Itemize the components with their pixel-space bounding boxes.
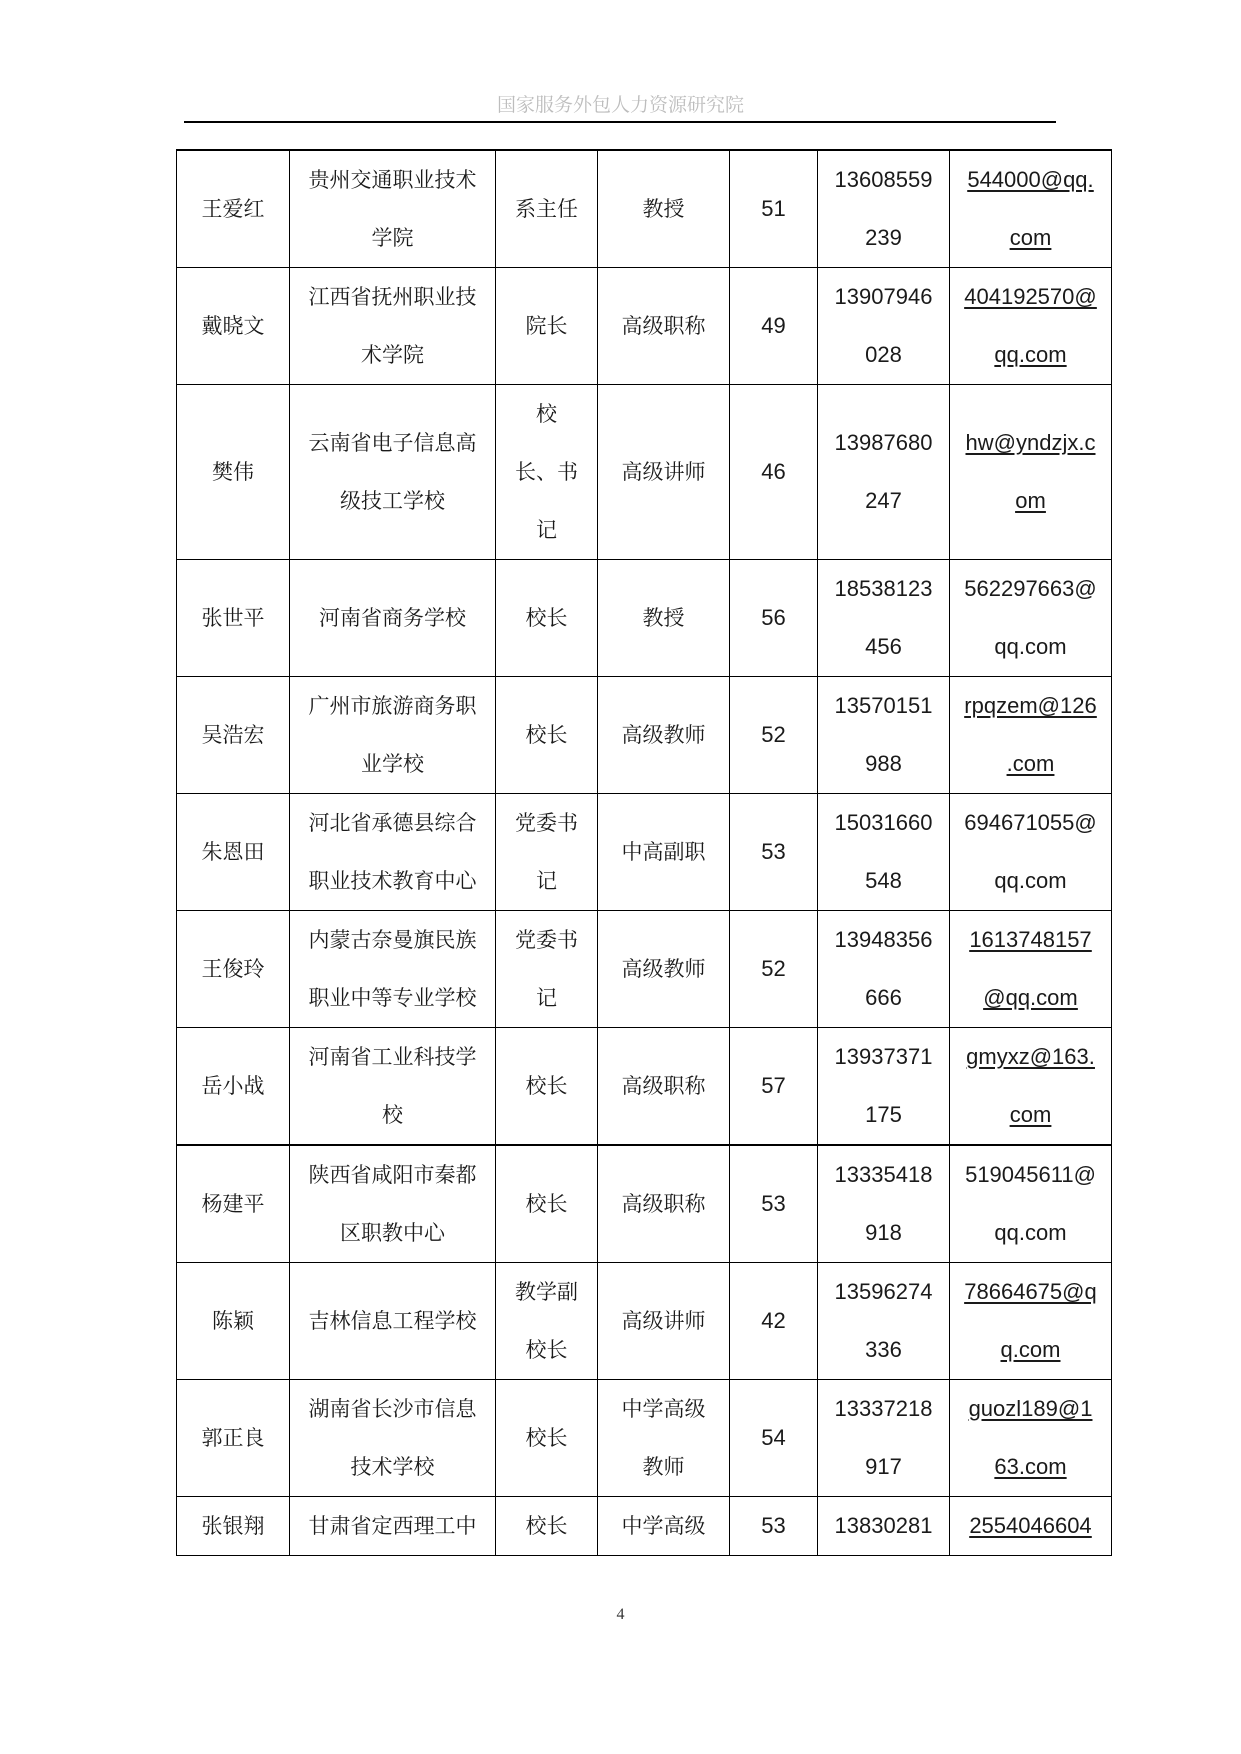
organization-text: 吉林信息工程学校 xyxy=(308,1309,477,1333)
phone-cell xyxy=(818,1028,950,1146)
phone-number-text: 988 xyxy=(865,751,902,776)
phone-number-text: 239 xyxy=(865,225,902,250)
position-text: 校长 xyxy=(525,1426,568,1450)
table-row xyxy=(177,385,1112,560)
organization-text: 内蒙古奈曼旗民族 xyxy=(308,928,477,952)
professional-title-text: 中学高级 xyxy=(621,1397,706,1421)
position-cell xyxy=(496,911,598,1028)
table-row xyxy=(177,794,1112,911)
phone-number-text: 13608559 xyxy=(834,167,933,192)
position-cell xyxy=(496,1145,598,1263)
phone-cell xyxy=(818,1380,950,1497)
email-link[interactable]: 544000@qq. xyxy=(967,167,1094,192)
phone-number-text: 13937371 xyxy=(834,1044,933,1069)
professional-title-cell xyxy=(598,1497,730,1556)
table-row xyxy=(177,1028,1112,1146)
header-rule-divider xyxy=(184,121,1056,123)
email-text: 519045611@ xyxy=(965,1162,1096,1187)
email-cell xyxy=(950,1028,1112,1146)
age-cell xyxy=(730,911,818,1028)
position-text: 校长 xyxy=(525,1192,568,1216)
email-link[interactable]: .com xyxy=(1006,751,1055,776)
age-cell xyxy=(730,1028,818,1146)
organization-text: 陕西省咸阳市秦都 xyxy=(308,1163,477,1187)
organization-text: 广州市旅游商务职 xyxy=(308,694,477,718)
age-value: 54 xyxy=(761,1425,786,1450)
position-cell xyxy=(496,560,598,677)
position-text: 记 xyxy=(536,518,557,542)
age-cell xyxy=(730,385,818,560)
age-value: 53 xyxy=(761,839,786,864)
organization-text: 贵州交通职业技术 xyxy=(308,168,477,192)
email-link[interactable]: com xyxy=(1009,225,1052,250)
age-cell xyxy=(730,560,818,677)
position-cell xyxy=(496,1497,598,1556)
phone-cell xyxy=(818,560,950,677)
table-row xyxy=(177,1145,1112,1263)
position-text: 系主任 xyxy=(515,197,578,221)
age-value: 49 xyxy=(761,313,786,338)
organization-text: 河北省承德县综合 xyxy=(308,811,477,835)
age-value: 56 xyxy=(761,605,786,630)
professional-title-cell xyxy=(598,794,730,911)
organization-text: 业学校 xyxy=(361,752,424,776)
phone-number-text: 13335418 xyxy=(834,1162,933,1187)
position-text: 校长 xyxy=(525,606,568,630)
email-text: qq.com xyxy=(994,634,1067,659)
email-link[interactable]: 78664675@q xyxy=(964,1279,1097,1304)
position-text: 党委书 xyxy=(515,928,578,952)
person-name: 陈颖 xyxy=(212,1309,254,1333)
organization-text: 技术学校 xyxy=(350,1455,435,1479)
professional-title-cell xyxy=(598,268,730,385)
age-cell xyxy=(730,1497,818,1556)
organization-cell xyxy=(290,560,496,677)
age-value: 51 xyxy=(761,196,786,221)
email-link[interactable]: hw@yndzjx.c xyxy=(965,430,1096,455)
position-cell xyxy=(496,268,598,385)
organization-text: 级技工学校 xyxy=(340,489,445,513)
professional-title-cell xyxy=(598,1380,730,1497)
phone-number-text: 13830281 xyxy=(834,1513,933,1538)
phone-number-text: 18538123 xyxy=(834,576,933,601)
person-name: 戴晓文 xyxy=(201,314,265,338)
phone-number-text: 028 xyxy=(865,342,902,367)
email-cell xyxy=(950,1380,1112,1497)
table-row xyxy=(177,150,1112,268)
position-cell xyxy=(496,677,598,794)
professional-title-cell xyxy=(598,1028,730,1146)
person-name: 樊伟 xyxy=(212,460,254,484)
phone-number-text: 13570151 xyxy=(834,693,933,718)
email-cell xyxy=(950,911,1112,1028)
name-cell xyxy=(177,911,290,1028)
organization-cell xyxy=(290,911,496,1028)
organization-text: 校 xyxy=(382,1103,403,1127)
name-cell xyxy=(177,150,290,268)
email-link[interactable]: om xyxy=(1015,488,1046,513)
professional-title-text: 中学高级 xyxy=(621,1514,706,1538)
email-text: 694671055@ xyxy=(964,810,1097,835)
position-text: 校长 xyxy=(525,1338,568,1362)
phone-cell xyxy=(818,385,950,560)
organization-cell xyxy=(290,1263,496,1380)
position-cell xyxy=(496,1263,598,1380)
age-value: 52 xyxy=(761,956,786,981)
organization-cell xyxy=(290,677,496,794)
table-row xyxy=(177,911,1112,1028)
table-row xyxy=(177,677,1112,794)
organization-cell xyxy=(290,1380,496,1497)
organization-cell xyxy=(290,385,496,560)
person-name: 吴浩宏 xyxy=(201,723,265,747)
position-cell xyxy=(496,1028,598,1146)
email-cell xyxy=(950,385,1112,560)
email-link[interactable]: 2554046604 xyxy=(969,1513,1092,1538)
organization-cell xyxy=(290,794,496,911)
professional-title-cell xyxy=(598,385,730,560)
phone-cell xyxy=(818,1497,950,1556)
organization-text: 区职教中心 xyxy=(340,1221,445,1245)
age-cell xyxy=(730,1380,818,1497)
name-cell xyxy=(177,1497,290,1556)
email-cell xyxy=(950,560,1112,677)
name-cell xyxy=(177,385,290,560)
professional-title-cell xyxy=(598,560,730,677)
email-link[interactable]: rpqzem@126 xyxy=(964,693,1097,718)
email-cell xyxy=(950,677,1112,794)
email-text: 562297663@ xyxy=(964,576,1097,601)
phone-cell xyxy=(818,794,950,911)
contact-roster-table xyxy=(176,149,1112,1556)
position-text: 校长 xyxy=(525,1074,568,1098)
name-cell xyxy=(177,1028,290,1146)
age-cell xyxy=(730,677,818,794)
position-text: 长、书 xyxy=(515,460,578,484)
age-cell xyxy=(730,1263,818,1380)
phone-number-text: 456 xyxy=(865,634,902,659)
organization-text: 职业技术教育中心 xyxy=(308,869,477,893)
running-header-title: 国家服务外包人力资源研究院 xyxy=(496,94,744,116)
professional-title-text: 高级讲师 xyxy=(621,460,706,484)
professional-title-cell xyxy=(598,911,730,1028)
email-link[interactable]: q.com xyxy=(1000,1337,1061,1362)
name-cell xyxy=(177,1380,290,1497)
phone-number-text: 13596274 xyxy=(834,1279,933,1304)
professional-title-text: 教授 xyxy=(642,606,685,630)
phone-cell xyxy=(818,1145,950,1263)
position-text: 记 xyxy=(536,869,557,893)
person-name: 张银翔 xyxy=(201,1514,265,1538)
person-name: 郭正良 xyxy=(201,1426,265,1450)
organization-text: 学院 xyxy=(371,226,414,250)
email-cell xyxy=(950,1145,1112,1263)
email-link[interactable]: com xyxy=(1009,1102,1052,1127)
phone-number-text: 548 xyxy=(865,868,902,893)
person-name: 岳小战 xyxy=(201,1074,265,1098)
professional-title-text: 教授 xyxy=(642,197,685,221)
email-link[interactable]: 1613748157 xyxy=(969,927,1092,952)
organization-text: 甘肃省定西理工中 xyxy=(308,1514,477,1538)
age-value: 53 xyxy=(761,1513,786,1538)
professional-title-cell xyxy=(598,677,730,794)
professional-title-text: 高级职称 xyxy=(621,314,706,338)
email-cell xyxy=(950,794,1112,911)
organization-cell xyxy=(290,268,496,385)
email-link[interactable]: guozl189@1 xyxy=(968,1396,1093,1421)
position-text: 记 xyxy=(536,986,557,1010)
professional-title-text: 高级教师 xyxy=(621,957,706,981)
page-number: 4 xyxy=(616,1606,625,1623)
organization-text: 湖南省长沙市信息 xyxy=(308,1397,477,1421)
professional-title-text: 高级讲师 xyxy=(621,1309,706,1333)
age-cell xyxy=(730,268,818,385)
email-link[interactable]: 63.com xyxy=(994,1454,1067,1479)
organization-text: 河南省商务学校 xyxy=(319,606,466,630)
phone-number-text: 336 xyxy=(865,1337,902,1362)
email-cell xyxy=(950,1497,1112,1556)
position-text: 党委书 xyxy=(515,811,578,835)
position-cell xyxy=(496,385,598,560)
organization-text: 云南省电子信息高 xyxy=(308,431,477,455)
organization-cell xyxy=(290,1028,496,1146)
phone-cell xyxy=(818,1263,950,1380)
age-cell xyxy=(730,1145,818,1263)
name-cell xyxy=(177,268,290,385)
phone-number-text: 13337218 xyxy=(834,1396,933,1421)
roster-body xyxy=(177,150,1112,1556)
age-cell xyxy=(730,794,818,911)
phone-number-text: 247 xyxy=(865,488,902,513)
age-cell xyxy=(730,150,818,268)
age-value: 57 xyxy=(761,1073,786,1098)
professional-title-cell xyxy=(598,150,730,268)
professional-title-text: 教师 xyxy=(642,1455,685,1479)
name-cell xyxy=(177,560,290,677)
email-cell xyxy=(950,268,1112,385)
email-cell xyxy=(950,1263,1112,1380)
person-name: 王爱红 xyxy=(201,197,265,221)
phone-number-text: 13907946 xyxy=(834,284,933,309)
professional-title-cell xyxy=(598,1263,730,1380)
table-row xyxy=(177,1497,1112,1556)
phone-number-text: 666 xyxy=(865,985,902,1010)
professional-title-text: 高级教师 xyxy=(621,723,706,747)
person-name: 杨建平 xyxy=(201,1192,265,1216)
position-cell xyxy=(496,794,598,911)
phone-cell xyxy=(818,911,950,1028)
phone-cell xyxy=(818,268,950,385)
phone-cell xyxy=(818,677,950,794)
age-value: 42 xyxy=(761,1308,786,1333)
age-value: 46 xyxy=(761,459,786,484)
phone-number-text: 15031660 xyxy=(834,810,933,835)
position-text: 教学副 xyxy=(515,1280,578,1304)
position-text: 校长 xyxy=(525,723,568,747)
organization-text: 河南省工业科技学 xyxy=(308,1045,477,1069)
professional-title-text: 中高副职 xyxy=(621,840,706,864)
name-cell xyxy=(177,794,290,911)
position-text: 院长 xyxy=(525,314,568,338)
person-name: 王俊玲 xyxy=(201,957,265,981)
phone-number-text: 175 xyxy=(865,1102,902,1127)
organization-cell xyxy=(290,1145,496,1263)
table-row xyxy=(177,1380,1112,1497)
organization-cell xyxy=(290,1497,496,1556)
position-cell xyxy=(496,150,598,268)
organization-text: 江西省抚州职业技 xyxy=(308,285,477,309)
organization-text: 职业中等专业学校 xyxy=(308,986,477,1010)
email-text: qq.com xyxy=(994,1220,1067,1245)
name-cell xyxy=(177,677,290,794)
age-value: 52 xyxy=(761,722,786,747)
phone-cell xyxy=(818,150,950,268)
table-row xyxy=(177,268,1112,385)
phone-number-text: 917 xyxy=(865,1454,902,1479)
organization-text: 术学院 xyxy=(361,343,424,367)
organization-cell xyxy=(290,150,496,268)
email-cell xyxy=(950,150,1112,268)
email-link[interactable]: qq.com xyxy=(994,342,1067,367)
email-link[interactable]: 404192570@ xyxy=(964,284,1097,309)
table-row xyxy=(177,560,1112,677)
phone-number-text: 918 xyxy=(865,1220,902,1245)
professional-title-cell xyxy=(598,1145,730,1263)
name-cell xyxy=(177,1145,290,1263)
age-value: 53 xyxy=(761,1191,786,1216)
name-cell xyxy=(177,1263,290,1380)
person-name: 朱恩田 xyxy=(201,840,265,864)
email-text: qq.com xyxy=(994,868,1067,893)
phone-number-text: 13987680 xyxy=(834,430,933,455)
email-link[interactable]: @qq.com xyxy=(983,985,1078,1010)
table-row xyxy=(177,1263,1112,1380)
position-cell xyxy=(496,1380,598,1497)
person-name: 张世平 xyxy=(201,606,265,630)
email-link[interactable]: gmyxz@163. xyxy=(966,1044,1095,1069)
position-text: 校长 xyxy=(525,1514,568,1538)
phone-number-text: 13948356 xyxy=(834,927,933,952)
position-text: 校 xyxy=(536,402,557,426)
professional-title-text: 高级职称 xyxy=(621,1192,706,1216)
professional-title-text: 高级职称 xyxy=(621,1074,706,1098)
